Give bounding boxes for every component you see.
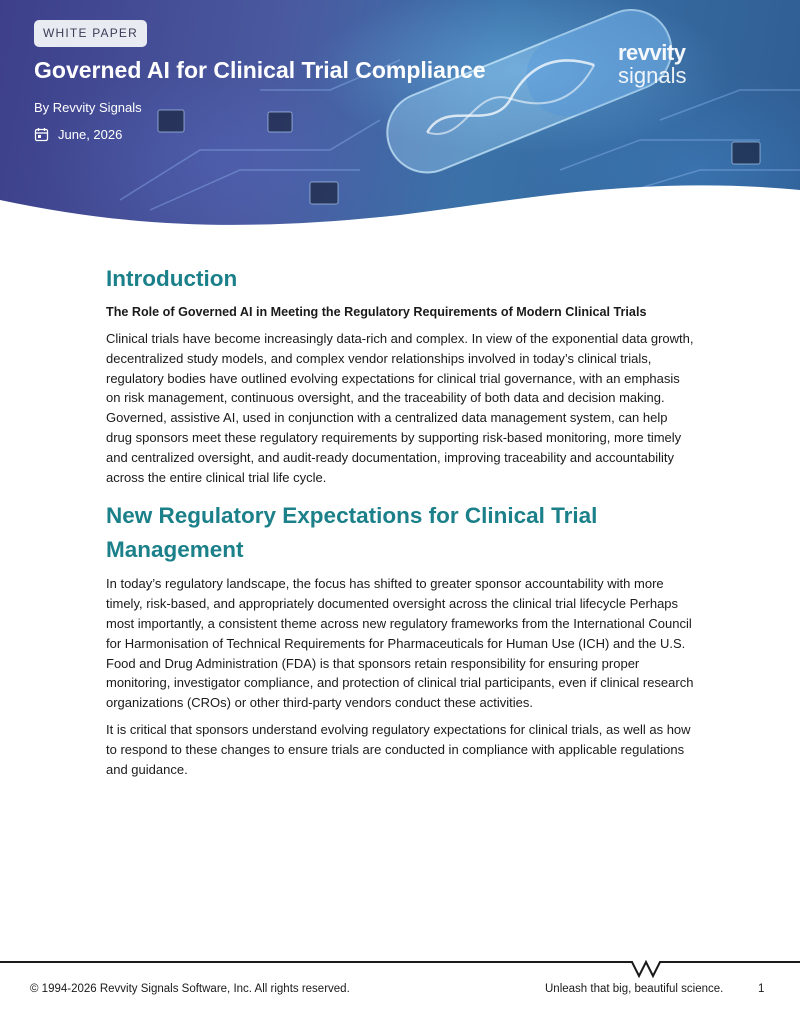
revvity-wave-mark-icon: [0, 962, 800, 976]
calendar-icon: [34, 127, 49, 142]
logo-line-revvity: revvity: [618, 40, 686, 65]
logo-line-signals: signals: [618, 63, 687, 88]
hero-banner: [0, 0, 800, 232]
page-title: Governed AI for Clinical Trial Compliance: [34, 57, 486, 83]
author-byline: By Revvity Signals: [34, 100, 142, 115]
publish-date: [34, 127, 122, 142]
section-heading-regulatory-expectations: [106, 499, 696, 567]
document-type-badge: WHITE PAPER: [34, 20, 147, 47]
footer-tagline: Unleash that big, beautiful science.: [545, 983, 724, 995]
footer-divider: [0, 954, 800, 984]
publish-date-text: June, 2026: [58, 127, 123, 142]
section-heading-introduction: Introduction: [106, 266, 238, 291]
section-subheading: The Role of Governed AI in Meeting the Regulatory Requirements of Modern Clinical Trials: [106, 305, 647, 319]
regulatory-paragraph-2: It is critical that sponsors understand evolving regulatory expectations for clinical trials, as well as how to respond to these changes to ensure trials are conducted in compliance with applicable regulations and guidance.: [106, 721, 691, 777]
intro-paragraph: Clinical trials have become increasingly data-rich and complex. In view of the exponential data growth, decentralized study models, and complex vendor relationships involved in today’s clinical trials, regulatory bodies have outlined evolving expectations for clinical trial governance, with an emphasis on risk management, continuous oversight, and the traceability of both data and decision making. Governed, assistive AI, used in conjunction with a centralized data management system, can help drug sponsors meet these regulatory requirements by supporting risk-based monitoring, more timely and centralized oversight, and audit-ready documentation, improving traceability and accountability across the entire clinical trial life cycle.: [106, 331, 694, 485]
revvity-signals-logo: [618, 42, 728, 97]
regulatory-paragraph-1: In today’s regulatory landscape, the focus has shifted to greater sponsor accountability with more timely, risk-based, and appropriately documented oversight across the clinical trial lifecycle Perhaps most importantly, a consistent theme across new regulatory frameworks from the International Council for Harmonisation of Technical Requirements for Pharmaceuticals for Human Use (ICH) and the U.S. Food and Drug Administration (FDA) is that sponsors retain responsibility for ensuring proper monitoring, investigator compliance, and protection of clinical trial participants, even if clinical research organizations (CROs) or other third-party vendors conduct these activities.: [106, 576, 694, 711]
document-body: [106, 262, 696, 779]
copyright-notice: © 1994-2026 Revvity Signals Software, Inc. All rights reserved.: [30, 983, 350, 995]
heading-line-2: Management: [106, 537, 244, 563]
page-number: 1: [758, 983, 765, 995]
heading-line-1: New Regulatory Expectations for Clinical Trial: [106, 503, 598, 529]
